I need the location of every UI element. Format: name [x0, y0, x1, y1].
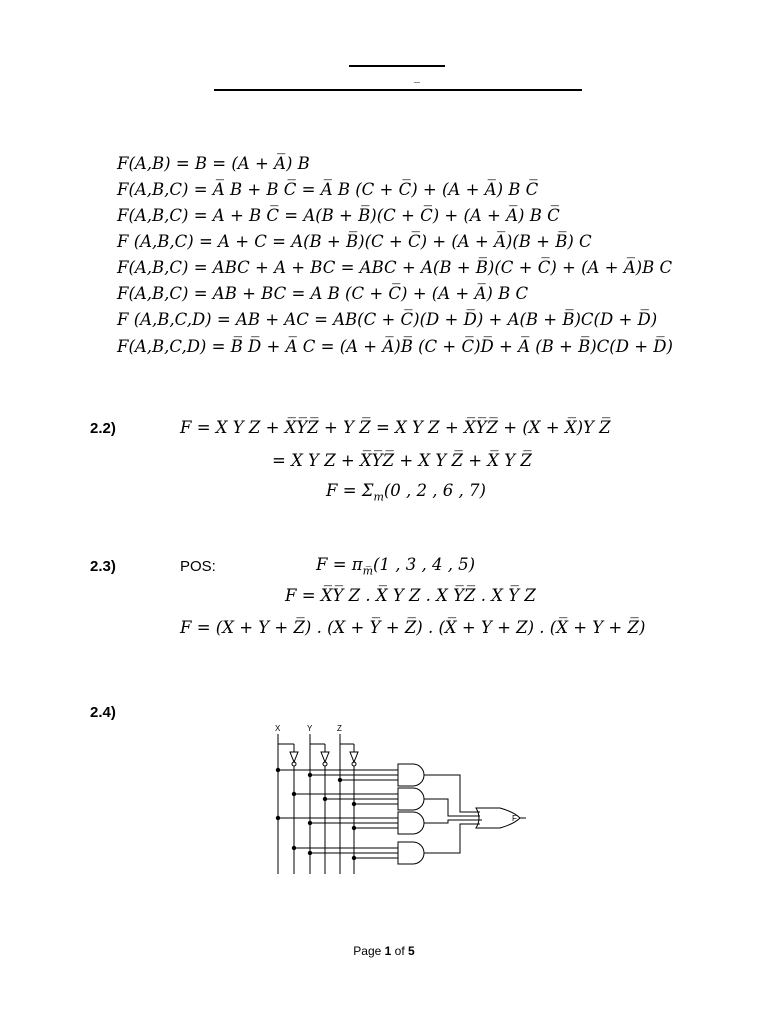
- equation-line-5: F(A,B,C) = ABC + A + BC = ABC + A(B + B̅)(C + C̅) + (A + A̅)B C: [117, 258, 673, 277]
- page-footer: [0, 944, 768, 958]
- equation-line-3: F(A,B,C) = A + B C̅ = A(B + B̅)(C + C̅) + (A + A̅) B C̅: [117, 206, 560, 225]
- equation-line-8: F(A,B,C,D) = B̅ D̅ + A̅ C = (A + A̅)B̅ (C + C̅)D̅ + A̅ (B + B̅)C(D + D̅): [117, 337, 673, 356]
- equation-line-4: F (A,B,C) = A + C = A(B + B̅)(C + C̅) + (A + A̅)(B + B̅) C: [117, 232, 592, 251]
- circuit-output-f: F: [512, 814, 517, 823]
- equation-line-1: F(A,B) = B = (A + A̅) B: [117, 154, 310, 173]
- header-mark: _: [414, 69, 420, 83]
- footer-current-page: 1: [384, 944, 392, 958]
- section-2-2-label: 2.2): [90, 420, 116, 437]
- section-2-2-line-2: = X Y Z + X̅Y̅Z̅ + X Y Z̅ + X̅ Y Z̅: [272, 451, 532, 470]
- circuit-input-y: Y: [307, 724, 313, 733]
- header-long-rule: [214, 89, 582, 91]
- section-2-2-line-3: $F = \Sigma_m(0$ , 2 , 6 , 7): [326, 481, 486, 504]
- footer-middle: of: [391, 944, 409, 958]
- header-short-rule: [349, 65, 445, 67]
- equation-line-2: F(A,B,C) = A̅ B + B C̅ = A̅ B (C + C̅) + (A + A̅) B C̅: [117, 180, 539, 199]
- circuit-input-x: X: [275, 724, 281, 733]
- section-2-2-line-1: F = X Y Z + X̅Y̅Z̅ + Y Z̅ = X Y Z + X̅Y̅Z̅ + (X + X̅)Y Z̅: [180, 418, 611, 437]
- equation-line-7: F (A,B,C,D) = AB + AC = AB(C + C̅)(D + D̅) + A(B + B̅)C(D + D̅): [117, 310, 658, 329]
- circuit-input-z: Z: [337, 724, 342, 733]
- footer-total-pages: 5: [408, 944, 415, 958]
- logic-circuit-diagram: [268, 722, 528, 882]
- section-2-4-label: 2.4): [90, 704, 116, 721]
- section-2-3-line-1: $F = \pi_{m̅}(1$ , 3 , 4 , 5): [316, 555, 476, 578]
- equation-line-6: F(A,B,C) = AB + BC = A B (C + C̅) + (A + A̅) B C: [117, 284, 529, 303]
- section-2-3-label: 2.3): [90, 558, 116, 575]
- footer-prefix: Page: [353, 944, 385, 958]
- section-2-3-line-2: F = X̅Y̅ Z . X̅ Y Z . X Y̅Z̅ . X Y̅ Z: [285, 586, 536, 605]
- pos-label: POS:: [180, 558, 216, 575]
- section-2-3-line-3: F = (X + Y + Z̅) . (X + Y̅ + Z̅) . (X̅ + Y + Z) . (X̅ + Y + Z̅): [180, 618, 646, 637]
